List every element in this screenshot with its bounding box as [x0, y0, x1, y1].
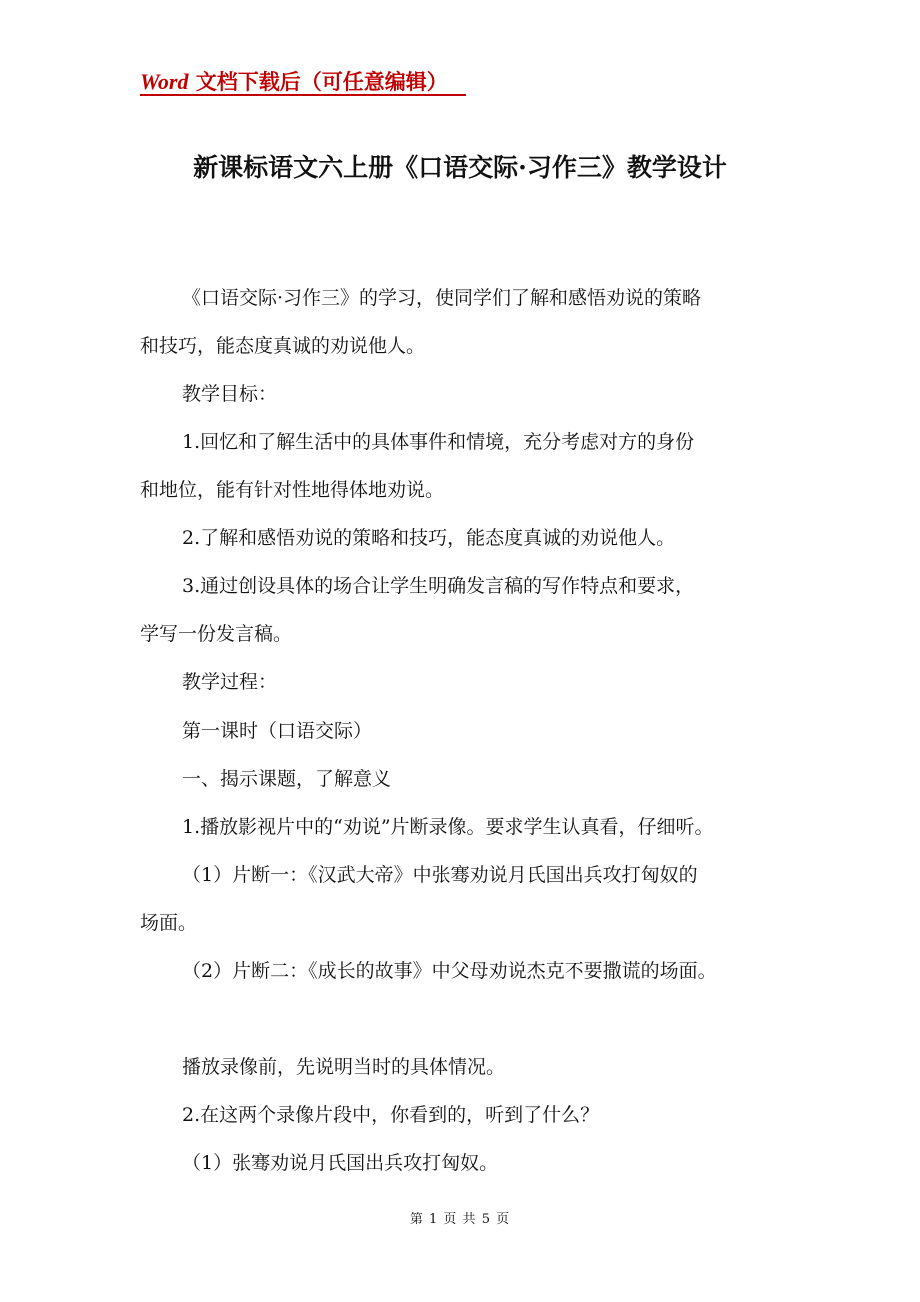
paragraph-line: 3.通过创设具体的场合让学生明确发言稿的写作特点和要求， [182, 575, 695, 597]
page-number-footer: 第 1 页 共 5 页 [409, 1212, 511, 1227]
section-heading: 教学目标： [182, 383, 278, 405]
header-brand: Word [140, 69, 189, 94]
paragraph-line: （1）片断一：《汉武大帝》中张骞劝说月氏国出兵攻打匈奴的 [182, 864, 698, 886]
paragraph-line: （2）片断二：《成长的故事》中父母劝说杰克不要撒谎的场面。 [182, 960, 717, 982]
paragraph-line: 播放录像前，先说明当时的具体情况。 [182, 1056, 506, 1078]
paragraph-line: 1.回忆和了解生活中的具体事件和情境，充分考虑对方的身份 [182, 431, 695, 453]
section-heading: 一、揭示课题，了解意义 [182, 768, 392, 790]
paragraph-line: 2.了解和感悟劝说的策略和技巧，能态度真诚的劝说他人。 [182, 527, 676, 549]
paragraph-line: 场面。 [140, 912, 198, 934]
paragraph-line: 学写一份发言稿。 [140, 623, 293, 645]
download-header [140, 66, 448, 96]
document-title: 新课标语文六上册《口语交际·习作三》教学设计 [193, 153, 727, 182]
header-text: 文档下载后（可任意编辑） [188, 69, 448, 94]
paragraph-line: 1.播放影视片中的“劝说”片断录像。要求学生认真看，仔细听。 [182, 816, 714, 838]
paragraph-line: 和技巧，能态度真诚的劝说他人。 [140, 335, 426, 357]
paragraph-line: 《口语交际·习作三》的学习，使同学们了解和感悟劝说的策略 [182, 287, 702, 309]
section-heading: 第一课时（口语交际） [182, 720, 373, 742]
section-heading: 教学过程： [182, 671, 278, 693]
paragraph-line: 2.在这两个录像片段中，你看到的，听到了什么？ [182, 1104, 600, 1126]
paragraph-line: （1）张骞劝说月氏国出兵攻打匈奴。 [182, 1152, 499, 1174]
header-underline [140, 94, 466, 96]
paragraph-line: 和地位，能有针对性地得体地劝说。 [140, 479, 445, 501]
